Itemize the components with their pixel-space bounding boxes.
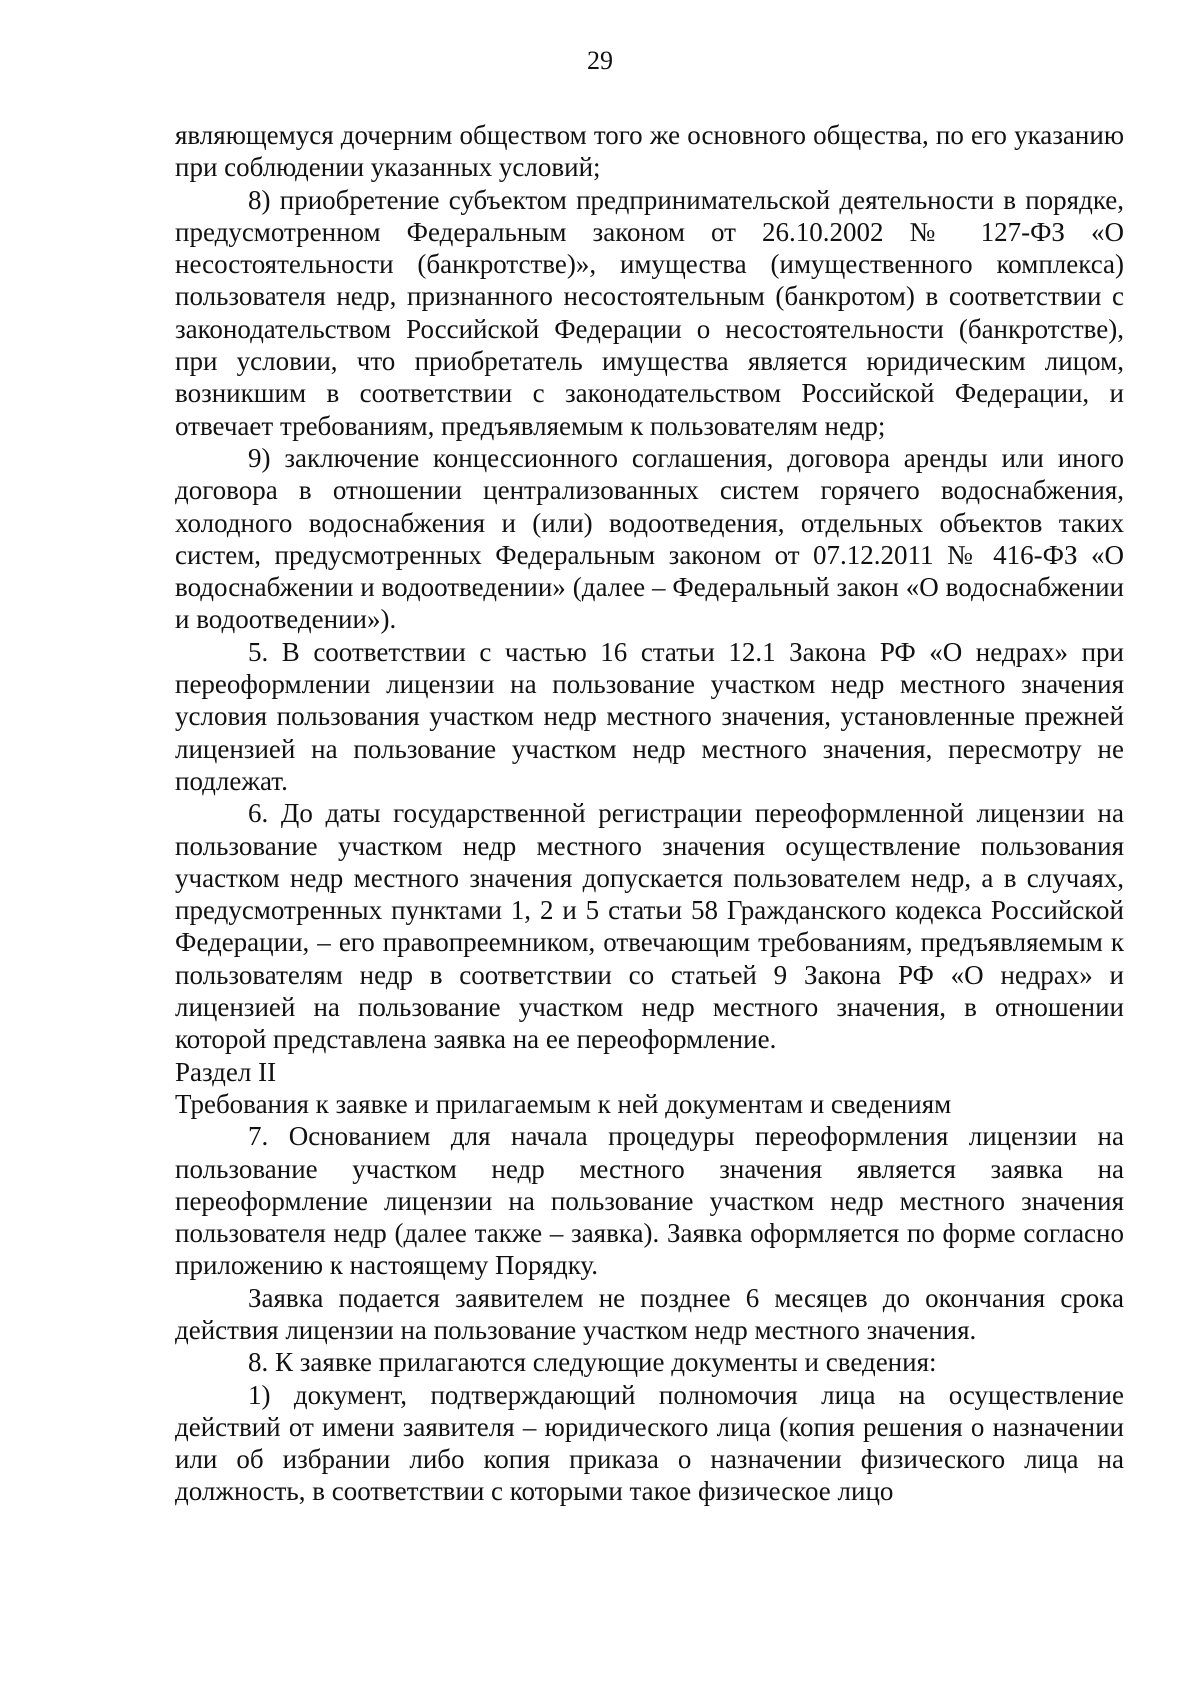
section-title: Требования к заявке и прилагаемым к ней документам и сведениям bbox=[175, 1088, 952, 1119]
page-number: 29 bbox=[587, 46, 613, 75]
paragraph-clause-6: 6. До даты государственной регистрации переоформленной лицензии на пользование участком недр местного значения осуществление пользования участком недр местного значения допускается пользователем недр, а в случаях, предусмотренных пунктами 1, 2 и 5 статьи 58 Гражданского кодекса Российской Федерации, – его правопреемником, отвечающим требованиям, предъявляемым к пользователям недр в соответствии со статьей 9 Закона РФ «О недрах» и лицензией на пользование участком недр местного значения, в отношении которой представлена заявка на ее переоформление. bbox=[175, 798, 1124, 1055]
document-body bbox=[175, 119, 1124, 1508]
paragraph-list-item-1: 1) документ, подтверждающий полномочия лица на осуществление действий от имени заявителя – юридического лица (копия решения о назначении или об избрании либо копия приказа о назначении физического лица на должность, в соответствии с которыми такое физическое лицо bbox=[175, 1379, 1124, 1507]
paragraph-application-deadline: Заявка подается заявителем не позднее 6 месяцев до окончания срока действия лицензии на пользование участком недр местного значения. bbox=[175, 1282, 1124, 1345]
section-number: Раздел II bbox=[175, 1056, 277, 1087]
paragraph-clause-5: 5. В соответствии с частью 16 статьи 12.1 Закона РФ «О недрах» при переоформлении лицензии на пользование участком недр местного значения условия пользования участком недр местного значения, установленные прежней лицензией на пользование участком недр местного значения, пересмотру не подлежат. bbox=[175, 636, 1124, 796]
paragraph-continuation: являющемуся дочерним обществом того же основного общества, по его указанию при соблюдении указанных условий; bbox=[175, 120, 1124, 183]
paragraph-item-8: 8) приобретение субъектом предпринимательской деятельности в порядке, предусмотренном Федеральным законом от 26.10.2002 № 127-ФЗ «О несостоятельности (банкротстве)», имущества (имущественного комплекса) пользователя недр, признанного несостоятельным (банкротом) в соответствии с законодательством Российской Федерации о несостоятельности (банкротстве), при условии, что приобретатель имущества является юридическим лицом, возникшим в соответствии с законодательством Российской Федерации, и отвечает требованиям, предъявляемым к пользователям недр; bbox=[175, 184, 1124, 441]
paragraph-clause-8: 8. К заявке прилагаются следующие документы и сведения: bbox=[248, 1347, 937, 1378]
paragraph-item-9: 9) заключение концессионного соглашения, договора аренды или иного договора в отношении централизованных систем горячего водоснабжения, холодного водоснабжения и (или) водоотведения, отдельных объектов таких систем, предусмотренных Федеральным законом от 07.12.2011 № 416-ФЗ «О водоснабжении и водоотведении» (далее – Федеральный закон «О водоснабжении и водоотведении»). bbox=[175, 442, 1124, 635]
paragraph-clause-7: 7. Основанием для начала процедуры переоформления лицензии на пользование участком недр местного значения является заявка на переоформление лицензии на пользование участком недр местного значения пользователя недр (далее также – заявка). Заявка оформляется по форме согласно приложению к настоящему Порядку. bbox=[175, 1121, 1124, 1281]
